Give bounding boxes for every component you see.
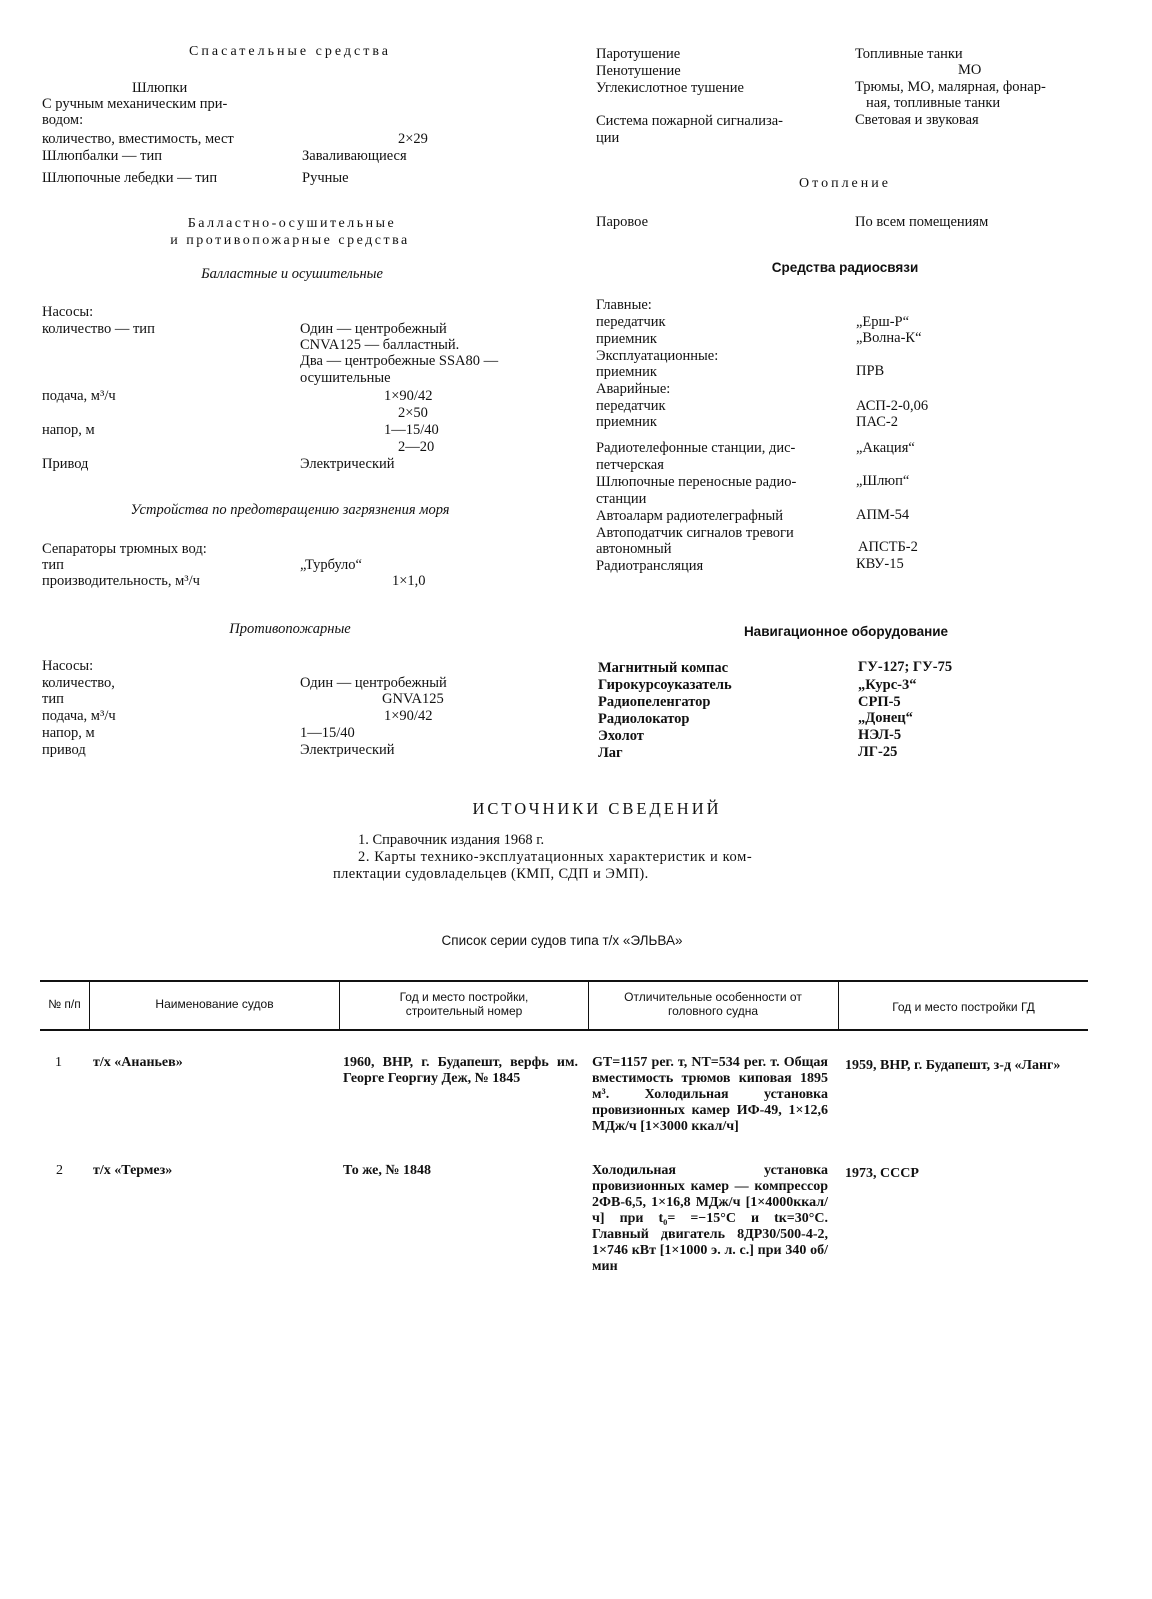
davits-label: Шлюпбалки — тип <box>42 148 163 164</box>
foam-value: МО <box>958 62 982 78</box>
alarm-label-1: Система пожарной сигнализа- <box>596 113 783 129</box>
row-name: т/х «Термез» <box>93 1163 173 1178</box>
rescue-title: Спасательные средства <box>189 44 391 59</box>
separators-label: Сепараторы трюмных вод: <box>42 541 207 557</box>
radio-oper-rx-label: приемник <box>596 364 657 380</box>
qty-type-value-4: осушительные <box>300 370 391 386</box>
separator-type-label: тип <box>42 557 64 573</box>
nav-item-label: Магнитный компас <box>598 660 729 676</box>
table-top-rule <box>40 980 1088 982</box>
fire-head-label: напор, м <box>42 725 95 741</box>
head-value-1: 1—15/40 <box>384 422 439 438</box>
row-num: 2 <box>56 1163 63 1178</box>
manual-drive-line1: С ручным механическим при- <box>42 96 228 112</box>
ballast-subtitle: Балластные и осушительные <box>201 266 383 282</box>
radio-rx-value: „Волна-К“ <box>856 330 922 346</box>
nav-item-value: ГУ-127; ГУ-75 <box>858 659 953 675</box>
fire-pumps-label: Насосы: <box>42 658 94 674</box>
qty-type-value-1: Один — центробежный <box>300 321 447 337</box>
nav-item-label: Радиолокатор <box>598 711 690 727</box>
foam-label: Пенотушение <box>596 63 681 79</box>
boat-radio-value: „Шлюп“ <box>856 473 910 489</box>
co2-value-2: ная, топливные танки <box>866 95 1001 111</box>
header-engine: Год и место постройки ГД <box>892 1000 1035 1014</box>
head-label: напор, м <box>42 422 95 438</box>
feed-label: подача, м³/ч <box>42 388 116 404</box>
heating-steam-label: Паровое <box>596 214 649 230</box>
qty-type-value-3: Два — центробежные SSA80 — <box>300 353 499 369</box>
capacity-value: 2×29 <box>398 131 428 147</box>
broadcast-value: КВУ-15 <box>856 556 904 572</box>
feed-value-1: 1×90/42 <box>384 388 433 404</box>
radio-title: Средства радиосвязи <box>771 260 919 275</box>
nav-item-label: Лаг <box>598 745 623 761</box>
drive-value: Электрический <box>300 456 395 472</box>
qty-type-label: количество — тип <box>42 321 155 337</box>
sources-item-1: 1. Справочник издания 1968 г. <box>358 832 545 848</box>
radio-tx-label: передатчик <box>596 314 666 330</box>
nav-item-label: Гирокурсоуказатель <box>598 677 732 693</box>
row-built: То же, № 1848 <box>343 1163 431 1178</box>
alarm-value: Световая и звуковая <box>855 112 979 128</box>
fire-type-value: GNVA125 <box>382 691 444 707</box>
row-name: т/х «Ананьев» <box>93 1055 183 1070</box>
table-col-divider <box>588 980 589 1030</box>
fire-drive-label: привод <box>42 742 86 758</box>
row-num: 1 <box>55 1055 62 1070</box>
row-built: 1960, ВНР, г. Будапешт, верфь им. Георге Георгиу Деж, № 1845 <box>343 1055 578 1086</box>
sources-item-2-line1: 2. Карты технико-эксплуатационных характеристик и ком- <box>358 849 753 865</box>
radio-tx-value: „Ерш-Р“ <box>856 314 910 330</box>
fire-feed-label: подача, м³/ч <box>42 708 116 724</box>
drive-label: Привод <box>42 456 89 472</box>
alarm-label-2: ции <box>596 130 620 146</box>
radio-emerg-tx-label: передатчик <box>596 398 666 414</box>
nav-item-value: НЭЛ-5 <box>858 727 902 743</box>
row-features: GT=1157 рег. т, NT=534 рег. т. Общая вместимость трюмов киповая 1895 м³. Холодильная установка провизионных камер ИФ-49, 1×12,6 МДж/ч [1×3000 ккал/ч] <box>592 1055 828 1134</box>
nav-title: Навигационное оборудование <box>743 624 949 639</box>
pollution-subtitle: Устройства по предотвращению загрязнения моря <box>130 502 450 518</box>
autoalarm-value: АПМ-54 <box>856 507 910 523</box>
autosender-label-2: автономный <box>596 541 672 557</box>
sources-item-2-line2: плектации судовладельцев (КМП, СДП и ЭМП). <box>333 866 649 882</box>
row-features: Холодильная установка провизионных камер — компрессор 2ФВ-6,5, 1×16,8 МДж/ч [1×4000ккал/ч] при t₀= =−15°C и tк=30°C. Главный двигатель 8ДР30/500-4-2, 1×746 кВт [1×1000 э. л. с.] при 340 об/мин <box>592 1163 828 1274</box>
co2-value-1: Трюмы, МО, малярная, фонар- <box>855 79 1046 95</box>
radio-emerg-label: Аварийные: <box>596 381 671 397</box>
fire-subtitle: Противопожарные <box>229 621 351 637</box>
fire-feed-value: 1×90/42 <box>384 708 433 724</box>
pumps-label: Насосы: <box>42 304 94 320</box>
radio-oper-rx-value: ПРВ <box>856 363 885 379</box>
row-engine: 1959, ВНР, г. Будапешт, з-д «Ланг» <box>845 1058 1061 1073</box>
ballast-title-line2: и противопожарные средства <box>170 233 410 248</box>
nav-item-label: Эхолот <box>598 728 644 744</box>
ballast-title-line1: Балластно-осушительные <box>187 216 397 231</box>
radio-phone-label-1: Радиотелефонные станции, дис- <box>596 440 796 456</box>
boats-heading: Шлюпки <box>132 80 188 96</box>
autosender-label-1: Автоподатчик сигналов тревоги <box>596 525 794 541</box>
fire-type-label: тип <box>42 691 64 707</box>
nav-item-label: Радиопеленгатор <box>598 694 711 710</box>
header-built: Год и место постройки, строительный номер <box>399 990 529 1018</box>
nav-item-value: „Курс-3“ <box>858 677 917 693</box>
fire-drive-value: Электрический <box>300 742 395 758</box>
nav-item-value: СРП-5 <box>858 694 901 710</box>
header-features: Отличительные особенности от головного судна <box>624 990 802 1018</box>
davits-value: Заваливающиеся <box>302 148 407 164</box>
qty-type-value-2: CNVA125 — балластный. <box>300 337 460 353</box>
productivity-value: 1×1,0 <box>392 573 426 589</box>
row-engine: 1973, СССР <box>845 1166 919 1181</box>
table-header-rule <box>40 1029 1088 1031</box>
steam-fire-value: Топливные танки <box>855 46 963 62</box>
steam-fire-label: Паротушение <box>596 46 681 62</box>
feed-value-2: 2×50 <box>398 405 428 421</box>
nav-item-value: „Донец“ <box>858 710 913 726</box>
nav-item-value: ЛГ-25 <box>858 744 898 760</box>
radio-emerg-tx-value: АСП-2-0,06 <box>856 398 929 414</box>
radio-emerg-rx-value: ПАС-2 <box>856 414 898 430</box>
boat-radio-label-2: станции <box>596 491 647 507</box>
fire-head-value: 1—15/40 <box>300 725 355 741</box>
table-col-divider <box>339 980 340 1030</box>
co2-label: Углекислотное тушение <box>596 80 744 96</box>
header-name: Наименование судов <box>155 997 274 1011</box>
manual-drive-line2: водом: <box>42 112 84 128</box>
fire-qty-label: количество, <box>42 675 115 691</box>
winches-value: Ручные <box>302 170 349 186</box>
separator-type-value: „Турбуло“ <box>300 557 362 573</box>
radio-oper-label: Эксплуатационные: <box>596 348 719 364</box>
broadcast-label: Радиотрансляция <box>596 558 704 574</box>
radio-main-label: Главные: <box>596 297 652 313</box>
header-num: № п/п <box>48 997 81 1011</box>
productivity-label: производительность, м³/ч <box>42 573 200 589</box>
radio-emerg-rx-label: приемник <box>596 414 657 430</box>
winches-label: Шлюпочные лебедки — тип <box>42 170 218 186</box>
heating-steam-value: По всем помещениям <box>855 214 989 230</box>
radio-phone-label-2: петчерская <box>596 457 664 473</box>
fire-qty-value: Один — центробежный <box>300 675 447 691</box>
heating-title: Отопление <box>799 176 891 191</box>
boat-radio-label-1: Шлюпочные переносные радио- <box>596 474 797 490</box>
autoalarm-label: Автоаларм радиотелеграфный <box>596 508 784 524</box>
radio-rx-label: приемник <box>596 331 657 347</box>
series-caption: Список серии судов типа т/х «ЭЛЬВА» <box>441 933 683 948</box>
capacity-label: количество, вместимость, мест <box>42 131 234 147</box>
autosender-value: АПСТБ-2 <box>858 539 918 555</box>
sources-title: ИСТОЧНИКИ СВЕДЕНИЙ <box>472 799 722 818</box>
radio-phone-value: „Акация“ <box>856 440 915 456</box>
head-value-2: 2—20 <box>398 439 435 455</box>
